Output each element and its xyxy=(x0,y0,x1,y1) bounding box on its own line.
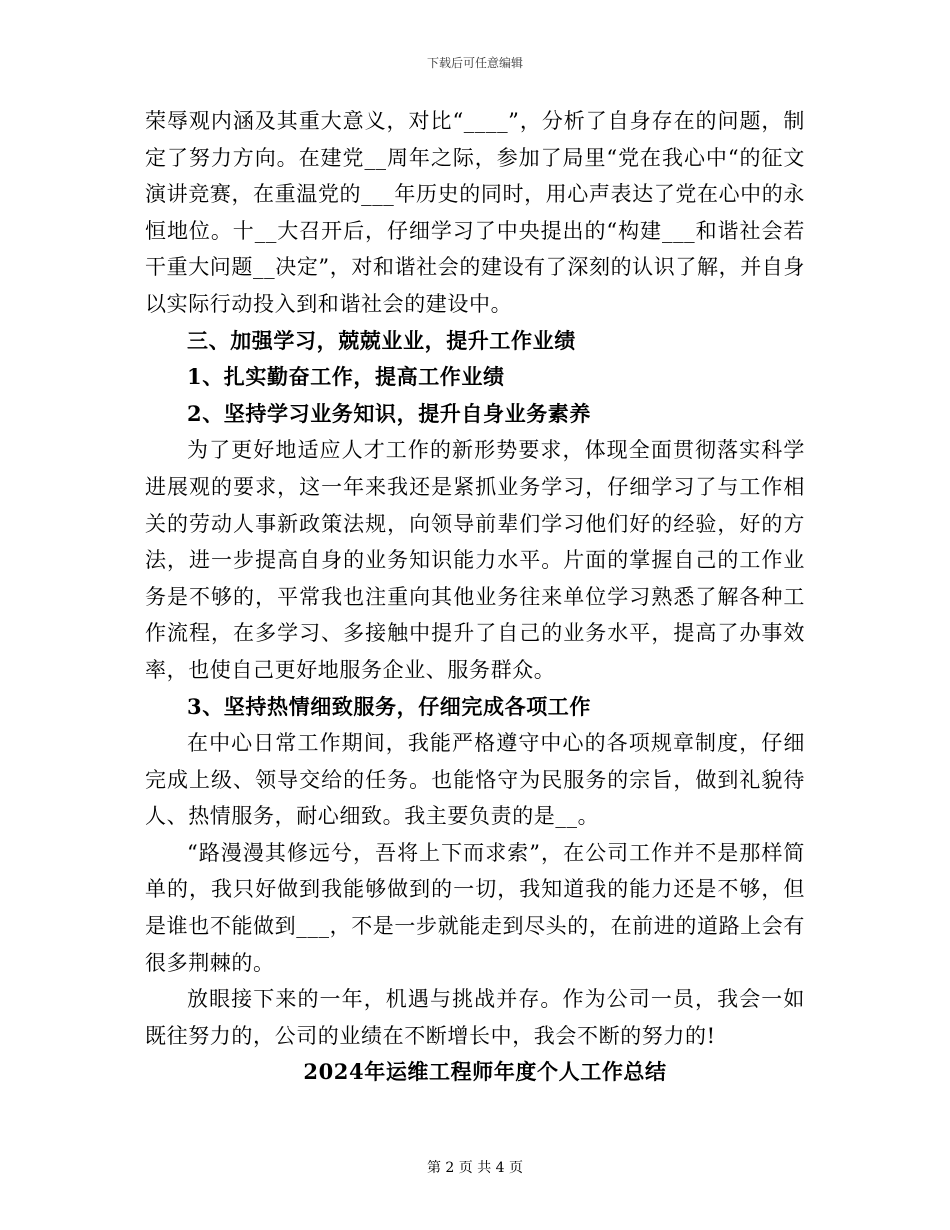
body-paragraph: “路漫漫其修远兮，吾将上下而求索”，在公司工作并不是那样简单的，我只好做到我能够做到的一切，我知道我的能力还是不够，但是谁也不能做到___，不是一步就能走到尽头的，在前进的道路上会有很多荆棘的。 xyxy=(145,840,805,975)
body-paragraph: 在中心日常工作期间，我能严格遵守中心的各项规章制度，仔细完成上级、领导交给的任务。也能恪守为民服务的宗旨，做到礼貌待人、热情服务，耐心细致。我主要负责的是__。 xyxy=(145,731,805,829)
subsection-heading: 2、坚持学习业务知识，提升自身业务素养 xyxy=(187,400,592,426)
subsection-heading: 3、坚持热情细致服务，仔细完成各项工作 xyxy=(187,693,592,719)
body-paragraph: 放眼接下来的一年，机遇与挑战并存。作为公司一员，我会一如既往努力的，公司的业绩在不断增长中，我会不断的努力的! xyxy=(145,987,805,1048)
section-heading: 三、加强学习，兢兢业业，提升工作业绩 xyxy=(187,327,576,353)
document-body xyxy=(145,103,805,1091)
page-footer: 第 2 页 共 4 页 xyxy=(426,1160,524,1176)
subsection-heading: 1、扎实勤奋工作，提高工作业绩 xyxy=(187,364,505,390)
document-title: 2024年运维工程师年度个人工作总结 xyxy=(303,1059,667,1085)
body-paragraph: 为了更好地适应人才工作的新形势要求，体现全面贯彻落实科学进展观的要求，这一年来我还是紧抓业务学习，仔细学习了与工作相关的劳动人事新政策法规，向领导前辈们学习他们好的经验，好的方法，进一步提高自身的业务知识能力水平。片面的掌握自己的工作业务是不够的，平常我也注重向其他业务往来单位学习熟悉了解各种工作流程，在多学习、多接触中提升了自己的业务水平，提高了办事效率，也使自己更好地服务企业、服务群众。 xyxy=(145,438,805,682)
page-header: 下载后可任意编辑 xyxy=(426,56,523,70)
body-paragraph: 荣辱观内涵及其重大意义，对比“____”，分析了自身存在的问题，制定了努力方向。在建党__周年之际，参加了局里“党在我心中“的征文演讲竞赛，在重温党的___年历史的同时，用心声表达了党在心中的永恒地位。十__大召开后，仔细学习了中央提出的“构建___和谐社会若干重大问题__决定”，对和谐社会的建设有了深刻的认识了解，并自身以实际行动投入到和谐社会的建设中。 xyxy=(145,109,805,316)
